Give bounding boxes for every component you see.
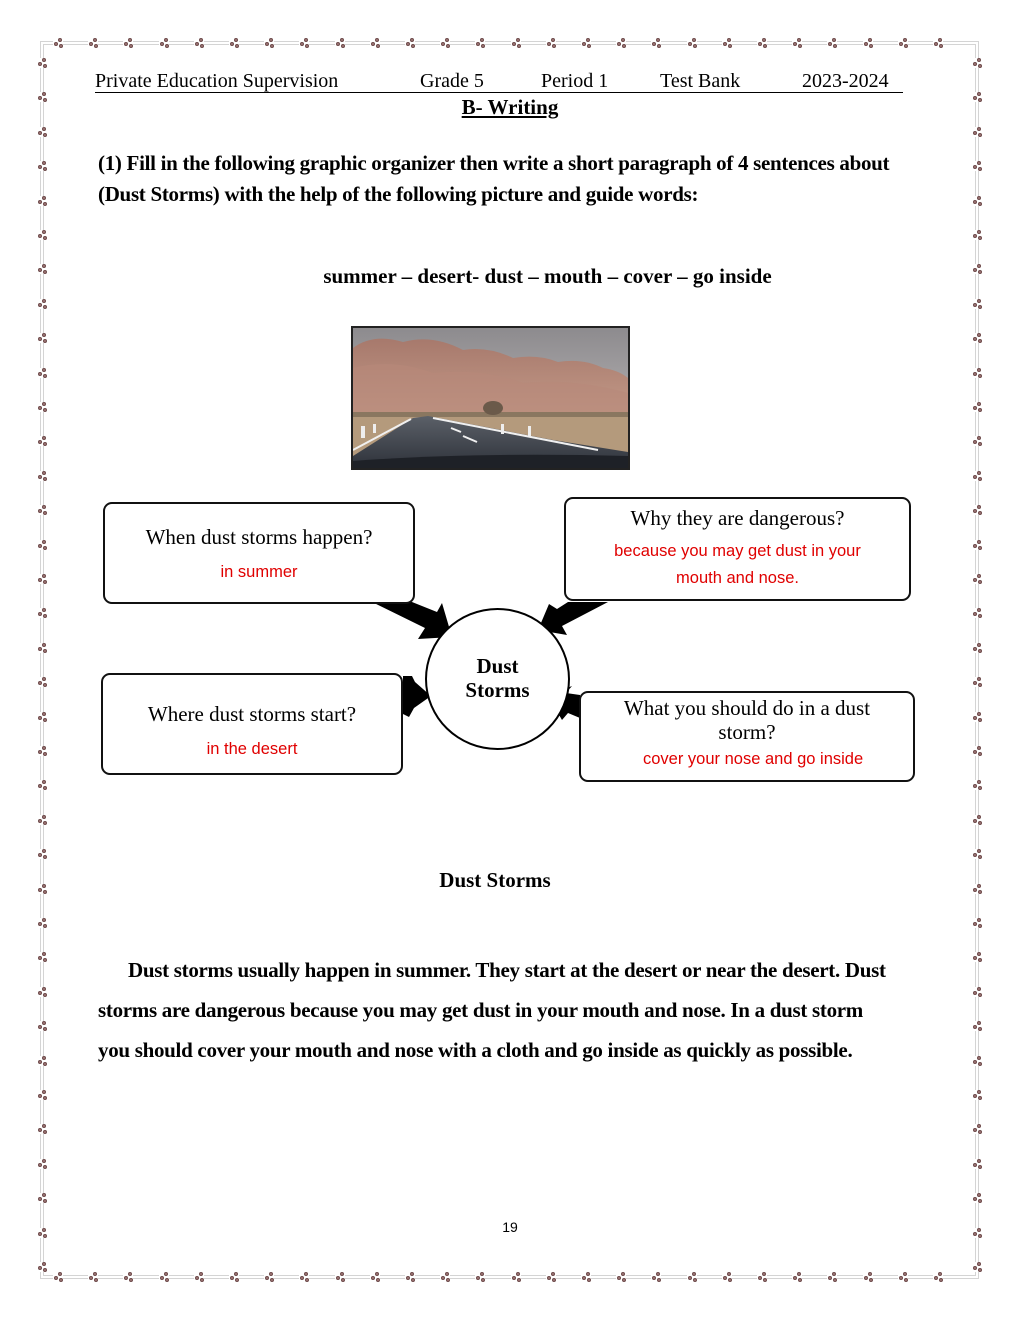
header-grade: Grade 5 — [420, 70, 484, 92]
border-dot-cluster-icon — [53, 1272, 63, 1282]
border-dot-cluster-icon — [651, 38, 661, 48]
organizer-box-why — [564, 497, 911, 601]
border-dot-cluster-icon — [264, 1272, 274, 1282]
border-dot-cluster-icon — [37, 58, 47, 68]
border-dot-cluster-icon — [159, 38, 169, 48]
border-dot-cluster-icon — [546, 1272, 556, 1282]
border-dot-cluster-icon — [229, 1272, 239, 1282]
organizer-question-when: When dust storms happen? — [145, 525, 373, 549]
border-dot-cluster-icon — [972, 608, 982, 618]
paragraph-body: Dust storms usually happen in summer. They start at the desert or near the desert. Dust storms are dangerous because you may get dust in your mouth and nose. In a dust storm you should cover your mouth and nose with a cloth and go inside as quickly as possible. — [98, 958, 886, 1062]
border-dot-cluster-icon — [827, 1272, 837, 1282]
header-source: Test Bank — [660, 70, 741, 92]
border-dot-cluster-icon — [37, 230, 47, 240]
border-dot-cluster-icon — [475, 38, 485, 48]
organizer-answer-where: in the desert — [206, 740, 298, 758]
border-dot-cluster-icon — [616, 1272, 626, 1282]
border-dot-cluster-icon — [123, 1272, 133, 1282]
border-dot-cluster-icon — [37, 712, 47, 722]
border-dot-cluster-icon — [972, 1159, 982, 1169]
border-dot-cluster-icon — [37, 918, 47, 928]
border-dot-cluster-icon — [972, 1021, 982, 1031]
border-dot-cluster-icon — [37, 1262, 47, 1272]
border-dot-cluster-icon — [687, 38, 697, 48]
border-dot-cluster-icon — [722, 1272, 732, 1282]
border-dot-cluster-icon — [972, 161, 982, 171]
border-dot-cluster-icon — [972, 436, 982, 446]
border-dot-cluster-icon — [37, 540, 47, 550]
border-dot-cluster-icon — [898, 1272, 908, 1282]
border-dot-cluster-icon — [37, 849, 47, 859]
page-header — [95, 70, 903, 93]
border-dot-cluster-icon — [475, 1272, 485, 1282]
border-dot-cluster-icon — [972, 1262, 982, 1272]
border-dot-cluster-icon — [972, 1090, 982, 1100]
section-title-text: B- Writing — [461, 95, 559, 119]
border-dot-cluster-icon — [972, 1193, 982, 1203]
organizer-answer-what: cover your nose and go inside — [643, 750, 864, 768]
border-dot-cluster-icon — [898, 38, 908, 48]
border-dot-cluster-icon — [123, 38, 133, 48]
border-dot-cluster-icon — [546, 38, 556, 48]
border-dot-cluster-icon — [37, 505, 47, 515]
border-dot-cluster-icon — [88, 38, 98, 48]
border-dot-cluster-icon — [37, 333, 47, 343]
border-dot-cluster-icon — [972, 574, 982, 584]
organizer-center-label — [427, 654, 568, 702]
border-dot-cluster-icon — [972, 952, 982, 962]
border-dot-cluster-icon — [37, 952, 47, 962]
section-title — [0, 95, 1020, 120]
border-dot-cluster-icon — [37, 1124, 47, 1134]
border-dot-cluster-icon — [370, 1272, 380, 1282]
border-dot-cluster-icon — [972, 918, 982, 928]
border-dot-cluster-icon — [972, 299, 982, 309]
header-year: 2023-2024 — [802, 70, 889, 92]
border-dot-cluster-icon — [581, 1272, 591, 1282]
border-dot-cluster-icon — [827, 38, 837, 48]
page-number: 19 — [502, 1219, 518, 1235]
border-dot-cluster-icon — [37, 196, 47, 206]
border-dot-cluster-icon — [37, 1090, 47, 1100]
border-dot-cluster-icon — [511, 38, 521, 48]
border-dot-cluster-icon — [616, 38, 626, 48]
border-dot-cluster-icon — [972, 127, 982, 137]
border-dot-cluster-icon — [972, 712, 982, 722]
dust-storm-photo — [351, 326, 630, 470]
border-dot-cluster-icon — [37, 677, 47, 687]
border-dot-cluster-icon — [972, 471, 982, 481]
border-dot-cluster-icon — [792, 38, 802, 48]
border-dot-cluster-icon — [37, 368, 47, 378]
border-dot-cluster-icon — [299, 1272, 309, 1282]
header-organization: Private Education Supervision — [95, 70, 339, 92]
border-dot-cluster-icon — [37, 1193, 47, 1203]
organizer-box-when — [103, 502, 415, 604]
center-label-line1: Dust — [476, 654, 519, 678]
border-dot-cluster-icon — [37, 1021, 47, 1031]
border-dot-cluster-icon — [972, 540, 982, 550]
organizer-answer-why: because you may get dust in your mouth and nose. — [614, 542, 861, 587]
header-period: Period 1 — [541, 70, 609, 92]
border-dot-cluster-icon — [53, 38, 63, 48]
border-dot-cluster-icon — [229, 38, 239, 48]
border-dot-cluster-icon — [37, 746, 47, 756]
border-dot-cluster-icon — [37, 471, 47, 481]
border-dot-cluster-icon — [651, 1272, 661, 1282]
border-dot-cluster-icon — [972, 58, 982, 68]
border-dot-cluster-icon — [37, 127, 47, 137]
border-dot-cluster-icon — [972, 849, 982, 859]
organizer-question-why: Why they are dangerous? — [630, 506, 845, 530]
center-label-line2: Storms — [465, 678, 530, 702]
border-dot-cluster-icon — [933, 38, 943, 48]
guide-words: summer – desert- dust – mouth – cover – go inside — [323, 264, 772, 288]
border-dot-cluster-icon — [37, 1159, 47, 1169]
border-dot-cluster-icon — [159, 1272, 169, 1282]
border-dot-cluster-icon — [972, 1124, 982, 1134]
border-dot-cluster-icon — [863, 38, 873, 48]
border-dot-cluster-icon — [37, 780, 47, 790]
border-dot-cluster-icon — [972, 815, 982, 825]
border-dot-cluster-icon — [972, 780, 982, 790]
border-dot-cluster-icon — [722, 38, 732, 48]
border-dot-cluster-icon — [37, 1056, 47, 1066]
border-dot-cluster-icon — [37, 402, 47, 412]
border-dot-cluster-icon — [37, 161, 47, 171]
border-dot-cluster-icon — [440, 1272, 450, 1282]
border-dot-cluster-icon — [264, 38, 274, 48]
organizer-box-what — [579, 691, 915, 782]
border-dot-cluster-icon — [335, 38, 345, 48]
paragraph-title: Dust Storms — [439, 868, 551, 892]
border-dot-cluster-icon — [687, 1272, 697, 1282]
border-dot-cluster-icon — [299, 38, 309, 48]
border-dot-cluster-icon — [972, 643, 982, 653]
border-dot-cluster-icon — [405, 1272, 415, 1282]
border-dot-cluster-icon — [194, 38, 204, 48]
border-dot-cluster-icon — [37, 987, 47, 997]
border-dot-cluster-icon — [511, 1272, 521, 1282]
border-dot-cluster-icon — [972, 402, 982, 412]
border-dot-cluster-icon — [972, 746, 982, 756]
border-dot-cluster-icon — [792, 1272, 802, 1282]
border-dot-cluster-icon — [863, 1272, 873, 1282]
border-dot-cluster-icon — [757, 1272, 767, 1282]
border-dot-cluster-icon — [972, 196, 982, 206]
border-dot-cluster-icon — [88, 1272, 98, 1282]
border-dot-cluster-icon — [405, 38, 415, 48]
border-dot-cluster-icon — [972, 987, 982, 997]
organizer-answer-when: in summer — [220, 563, 298, 581]
border-dot-cluster-icon — [440, 38, 450, 48]
border-dot-cluster-icon — [370, 38, 380, 48]
border-dot-cluster-icon — [335, 1272, 345, 1282]
question-instructions: (1) Fill in the following graphic organizer then write a short paragraph of 4 sentences about (Dust Storms) with the help of the following picture and guide words: — [98, 151, 890, 206]
border-dot-cluster-icon — [972, 505, 982, 515]
border-dot-cluster-icon — [972, 230, 982, 240]
border-dot-cluster-icon — [972, 1056, 982, 1066]
organizer-box-where — [101, 673, 403, 775]
border-dot-cluster-icon — [37, 436, 47, 446]
border-dot-cluster-icon — [972, 677, 982, 687]
border-dot-cluster-icon — [972, 368, 982, 378]
border-dot-cluster-icon — [37, 299, 47, 309]
organizer-question-what: What you should do in a dust storm? — [623, 696, 871, 744]
organizer-question-where: Where dust storms start? — [147, 702, 357, 726]
border-dot-cluster-icon — [194, 1272, 204, 1282]
border-dot-cluster-icon — [37, 643, 47, 653]
border-dot-cluster-icon — [757, 38, 767, 48]
border-dot-cluster-icon — [972, 333, 982, 343]
dust-storm-image-icon — [353, 328, 628, 468]
border-dot-cluster-icon — [37, 608, 47, 618]
border-dot-cluster-icon — [581, 38, 591, 48]
border-dot-cluster-icon — [37, 815, 47, 825]
border-dot-cluster-icon — [933, 1272, 943, 1282]
border-dot-cluster-icon — [37, 574, 47, 584]
organizer-center-circle — [425, 608, 570, 750]
